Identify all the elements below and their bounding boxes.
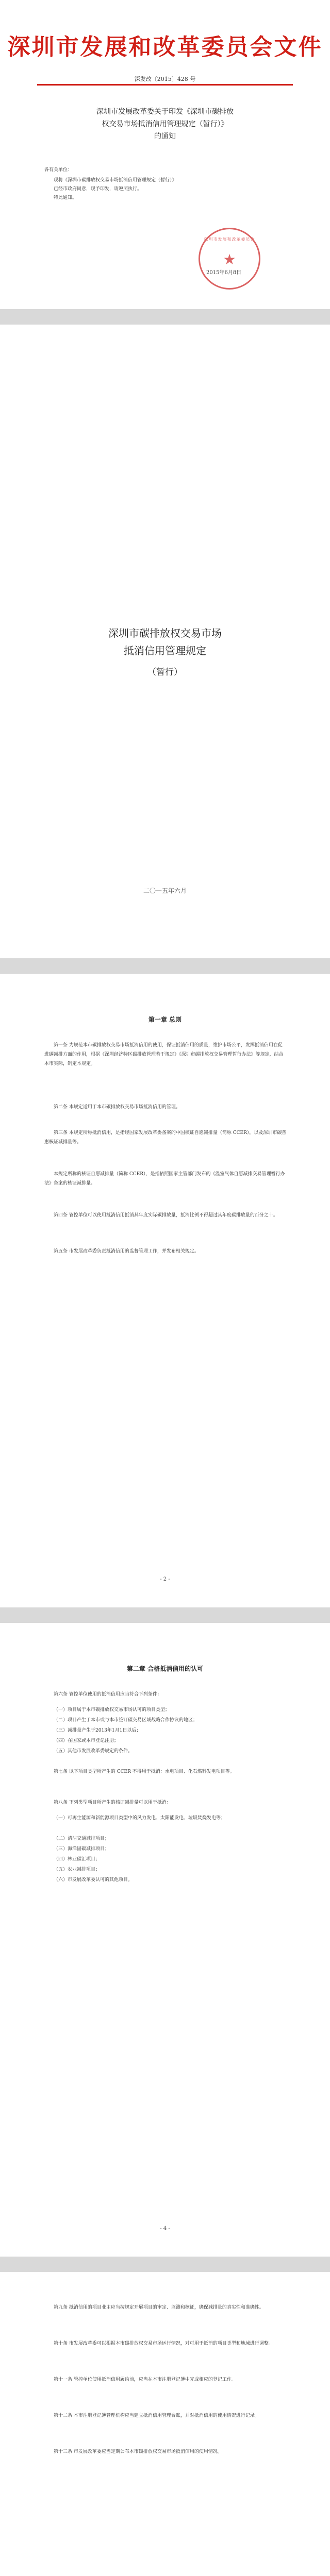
cover-subtitle: （暂行）	[147, 667, 183, 677]
page-separator	[0, 1607, 330, 1623]
cover-date: 二〇一五年六月	[143, 887, 187, 894]
list-item: （一）项目属于本市碳排放权交易市场认可的项目类型；	[54, 1707, 170, 1713]
document-number: 深发改〔2015〕428 号	[134, 76, 196, 82]
page-separator	[0, 309, 330, 325]
page-separator	[0, 958, 330, 974]
notice-title: 深圳市发展改革委关于印发《深圳市碳排放 权交易市场抵消信用管理规定（暂行）》 的通知	[96, 108, 234, 141]
list-item: （二）清洁交通减排项目；	[54, 1836, 110, 1841]
article: 第五条 市发展改革委负责抵消信用的监督管理工作，并发布相关规定。	[54, 1249, 199, 1254]
cover-title: 深圳市碳排放权交易市场 抵消信用管理规定	[108, 627, 222, 657]
notice-page	[0, 0, 330, 309]
list-item: （六）市发展改革委认可的其他项目。	[54, 1877, 133, 1883]
notice-body: 现将《深圳市碳排放权交易市场抵消信用管理规定（暂行）》 已经市政府同意，现予印发，请遵照执行。 特此通知。	[54, 178, 177, 200]
article: 第六条 管控单位使用的抵消信用应当符合下列条件：	[54, 1692, 162, 1697]
article: 第十二条 本市注册登记簿管理机构应当建立抵消信用管理台账，并对抵消信用的使用情况进行记录。	[54, 2413, 259, 2418]
sign-date: 2015年6月8日	[206, 270, 242, 276]
list-item: （二）项目产生于本市或与本市签订碳交易区域战略合作协议的地区；	[54, 1718, 198, 1723]
star-icon: ★	[223, 251, 236, 268]
list-item: （三）减排量产生于2013年1月1日以后；	[54, 1728, 141, 1733]
article: 第七条 以下项目类型所产生的 CCER 不得用于抵消：水电项目、化石燃料发电项目等。	[54, 1769, 235, 1774]
notice-addressee: 各有关单位：	[44, 167, 73, 173]
chapter1-page	[0, 974, 330, 1607]
list-item: （五）其他市发展改革委规定的条件。	[54, 1749, 133, 1754]
page-separator	[0, 2257, 330, 2272]
article: 第二条 本规定适用于本市碳排放权交易市场抵消信用的管理。	[54, 1105, 180, 1110]
article: 本规定所称的核证自愿减排量（简称 CCER），是指依照国家主管部门发布的《温室气体自愿减排交易管理暂行办法》备案的核证减排量。	[44, 1172, 285, 1186]
article: 第八条 下列类型项目所产生的核证减排量可以用于抵消：	[54, 1800, 171, 1805]
page-number: - 2 -	[160, 1577, 170, 1582]
red-divider	[37, 84, 293, 86]
chapter2-continued-page	[0, 2272, 330, 2576]
chapter-heading: 第二章 合格抵消信用的认可	[126, 1665, 204, 1672]
chapter2-page	[0, 1623, 330, 2257]
list-item: （五）农业减排项目；	[54, 1867, 101, 1872]
article: 第十一条 管控单位使用抵消信用履约前，应当在本市注册登记簿中完成相应的登记工作。	[54, 2377, 236, 2382]
list-item: （三）海洋固碳减排项目；	[54, 1846, 110, 1852]
list-item: （四）林业碳汇项目；	[54, 1857, 101, 1862]
article: 第一条 为规范本市碳排放权交易市场抵消信用的使用，保证抵消信用的质量，维护市场公平，发挥抵消信用在促进碳减排方面的作用，根据《深圳经济特区碳排放管理若干规定》《深圳市碳排放权交易管理暂行办法》等规定，结合本市实际，制定本规定。	[44, 1043, 284, 1066]
article: 第三条 本规定所称抵消信用，是指经国家发展改革委备案的中国核证自愿减排量（简称 CCER），以及深圳市碳普惠核证减排量等。	[44, 1130, 287, 1145]
page-number: - 4 -	[160, 2226, 170, 2231]
list-item: （一）可再生能源和新能源项目类型中的风力发电、太阳能发电、垃圾焚烧发电等；	[54, 1816, 226, 1821]
chapter-heading: 第一章 总则	[148, 1016, 182, 1023]
list-item: （四）在国家或本市登记注册；	[54, 1738, 119, 1743]
article: 第四条 管控单位可以使用抵消信用抵消其年度实际碳排放量，抵消比例不得超过其年度碳排放量的百分之十。	[54, 1213, 278, 1218]
article: 第九条 抵消信用的项目业主应当按规定开展项目的审定、监测和核证，确保减排量的真实性和准确性。	[54, 2305, 264, 2310]
article: 第十条 市发展改革委可以根据本市碳排放权交易市场运行情况，对可用于抵消的项目类型和地域进行调整。	[54, 2341, 273, 2346]
document-header: 深圳市发展和改革委员会文件	[7, 34, 323, 60]
official-seal: 深圳市发展和改革委员会 ★	[199, 228, 260, 290]
cover-page	[0, 325, 330, 958]
article: 第十三条 市发展改革委应当定期公布本市碳排放权交易市场抵消信用的使用情况。	[54, 2449, 222, 2454]
